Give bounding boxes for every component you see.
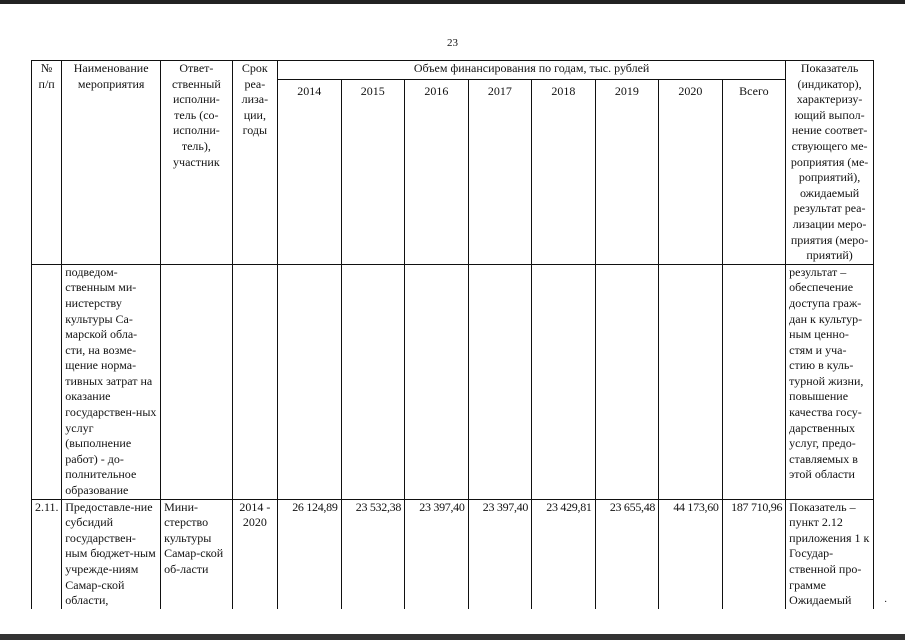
header-indicator: Показатель (индикатор), характеризу-ющий выпол-нение соответ-ствующего ме-роприятия (ме-роприятий), ожидаемый результат реа-лизации меро-приятия (меро-приятий): [786, 61, 874, 265]
cell-empty: [532, 264, 596, 499]
cell-responsible: Мини-стерство культуры Самар-ской об-ласти: [161, 499, 233, 609]
cell-empty: [278, 264, 342, 499]
cell-term-empty: [232, 264, 277, 499]
header-funding-title: Объем финансирования по годам, тыс. рублей: [278, 61, 786, 80]
header-year-2017: 2017: [468, 80, 532, 265]
header-term: Срок реа-лиза-ции, годы: [232, 61, 277, 265]
scan-top-edge: [0, 0, 905, 4]
header-row-top: [32, 61, 874, 80]
scan-speck: ·: [884, 597, 888, 608]
header-year-2015: 2015: [341, 80, 405, 265]
table-row-2-11: [32, 499, 874, 609]
cell-empty: [722, 264, 786, 499]
page-number: 23: [447, 37, 458, 49]
cell-name: Предоставле-ние субсидий государствен-ным бюджет-ным учрежде-ниям Самар-ской области,: [62, 499, 161, 609]
scan-bottom-edge: [0, 634, 905, 640]
cell-value-2016: 23 397,40: [405, 499, 469, 609]
header-year-2014: 2014: [278, 80, 342, 265]
cell-value-2020: 44 173,60: [659, 499, 723, 609]
cell-indicator-continued: результат – обеспечение доступа граж-дан к культур-ным ценно-стям и уча-стию в куль-турной жизни, повышение качества госу-дарственных услуг, предо-ставляемых в этой области: [786, 264, 874, 499]
header-responsible: Ответ-ственный исполни-тель (со-исполни-тель), участник: [161, 61, 233, 265]
cell-num-empty: [32, 264, 62, 499]
cell-empty: [595, 264, 659, 499]
cell-value-2019: 23 655,48: [595, 499, 659, 609]
header-year-total: Всего: [722, 80, 786, 265]
cell-value-2018: 23 429,81: [532, 499, 596, 609]
header-year-2016: 2016: [405, 80, 469, 265]
cell-empty: [341, 264, 405, 499]
cell-empty: [659, 264, 723, 499]
cell-empty: [468, 264, 532, 499]
cell-responsible-empty: [161, 264, 233, 499]
funding-table: [31, 60, 874, 609]
cell-num: 2.11.: [32, 499, 62, 609]
cell-empty: [405, 264, 469, 499]
cell-value-2015: 23 532,38: [341, 499, 405, 609]
cell-value-total: 187 710,96: [722, 499, 786, 609]
header-name: Наименование мероприятия: [62, 61, 161, 265]
header-year-2018: 2018: [532, 80, 596, 265]
cell-value-2017: 23 397,40: [468, 499, 532, 609]
cell-value-2014: 26 124,89: [278, 499, 342, 609]
table-row-continued: [32, 264, 874, 499]
cell-name-continued: подведом-ственным ми-нистерству культуры Са-марской обла-сти, на возме-щение норма-тивных затрат на оказание государствен-ных услуг (выполнение работ) - до-полнительное образование: [62, 264, 161, 499]
header-num: № п/п: [32, 61, 62, 265]
header-year-2020: 2020: [659, 80, 723, 265]
cell-indicator: Показатель – пункт 2.12 приложения 1 к Государ-ственной про-грамме Ожидаемый: [786, 499, 874, 609]
cell-term: 2014 - 2020: [232, 499, 277, 609]
header-year-2019: 2019: [595, 80, 659, 265]
